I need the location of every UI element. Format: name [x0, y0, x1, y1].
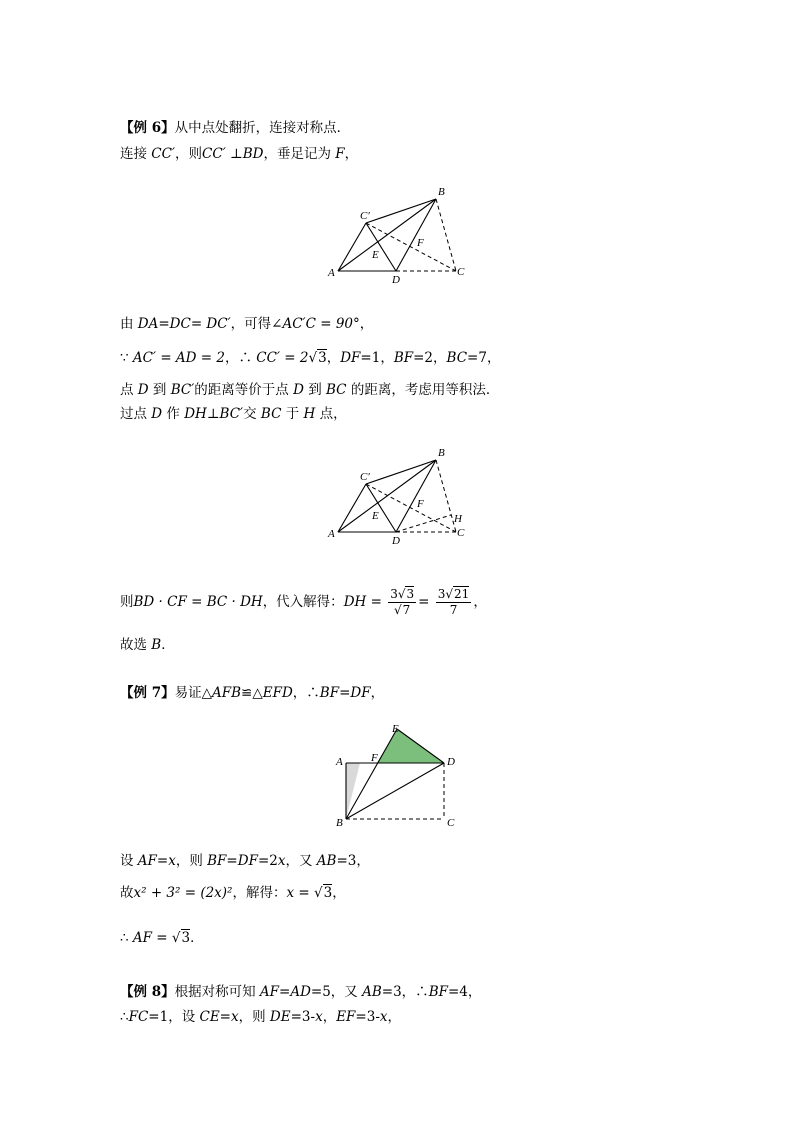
math: D: [137, 382, 149, 398]
text: 连接: [120, 146, 152, 162]
segment-C1B: [366, 460, 436, 484]
label-A: A: [328, 528, 335, 540]
label-C1: C′: [360, 471, 370, 483]
sqrt-radicand: 3: [181, 930, 191, 946]
text: ⊥: [206, 406, 220, 422]
ex7-heading: 【例 7】: [120, 685, 175, 701]
math: BC: [446, 350, 468, 366]
text: 作: [162, 406, 185, 422]
text: ．: [190, 930, 204, 946]
sqrt-symbol: √: [397, 587, 406, 601]
segment-AB: [338, 460, 436, 532]
math: DA=DC= DC′: [137, 316, 231, 332]
text: ，: [370, 685, 385, 701]
label-C: C: [457, 266, 465, 278]
text: 的距离，考虑用等积法．: [346, 382, 500, 398]
text: 到: [148, 382, 171, 398]
text: ，: [473, 594, 487, 610]
math: F: [335, 146, 345, 162]
label-H: H: [454, 513, 462, 525]
math: BC: [260, 406, 282, 422]
ex8-heading: 【例 8】: [120, 984, 175, 1000]
text: 3: [437, 587, 446, 601]
text: ，则: [238, 1009, 270, 1025]
text: ，可得: [230, 316, 272, 332]
ex8-line-1: [120, 983, 481, 1001]
ex7-line-4: [120, 929, 204, 947]
ex7-line-2: [120, 852, 370, 870]
ex6-figure-1: [320, 182, 480, 287]
segment-AC1: [338, 484, 366, 532]
ex6-heading: 【例 6】: [120, 120, 175, 136]
math: B: [151, 637, 162, 653]
equals: =: [418, 594, 430, 610]
segment-DB: [396, 199, 436, 271]
label-C1: C′: [360, 210, 370, 222]
label-E: E: [392, 723, 399, 735]
sqrt-symbol: √: [171, 930, 181, 946]
math: BC: [326, 382, 347, 398]
sqrt-radicand: 3: [323, 885, 333, 901]
math: BD · CF = BC · DH: [133, 594, 263, 610]
math: AF =: [132, 930, 172, 946]
text: =4，: [447, 984, 482, 1000]
text: ，则: [175, 853, 208, 869]
math: AF=AD: [259, 984, 311, 1000]
text: ，又: [285, 853, 317, 869]
sqrt-symbol: √: [445, 587, 454, 601]
text: =3，∴: [381, 984, 429, 1000]
text: ，: [344, 146, 359, 162]
math: D: [293, 382, 304, 398]
math: AFB: [211, 685, 242, 701]
ex6-line-2: [120, 145, 358, 163]
text: 由: [120, 316, 138, 332]
ex7-figure: [330, 720, 465, 832]
math: AB: [316, 853, 337, 869]
text: ，: [332, 885, 346, 901]
math: D: [151, 406, 163, 422]
sqrt-radicand: 3: [318, 350, 327, 366]
segment-C1C-dashed: [366, 223, 456, 271]
fraction-1: [388, 587, 416, 618]
label-D: D: [392, 274, 400, 286]
text: ，: [359, 316, 374, 332]
text: ∴: [120, 930, 133, 946]
ex6-line-3: [120, 315, 373, 333]
segment-BD: [346, 763, 444, 819]
label-D: D: [447, 756, 455, 768]
ex6-intro-text: 从中点处翻折，连接对称点．: [174, 120, 351, 136]
math: EFD: [262, 685, 293, 701]
segment-C1B: [366, 199, 436, 223]
text: 7: [449, 603, 458, 617]
segment-C1C-dashed: [366, 484, 456, 532]
text: ，: [322, 1009, 337, 1025]
math: BF=DF: [207, 853, 258, 869]
text: ，解得：: [232, 885, 287, 901]
math: x =: [286, 885, 314, 901]
text: 的距离等价于点: [194, 382, 294, 398]
text: ，则: [175, 146, 203, 162]
math: x: [277, 853, 286, 869]
text: 到: [303, 382, 327, 398]
segment-BC-dashed: [436, 460, 456, 532]
text: =3-: [290, 1009, 316, 1025]
ex6-line-6: [120, 405, 347, 423]
text: 过点: [120, 406, 152, 422]
text: 点，: [315, 406, 347, 422]
text: 故选: [120, 637, 152, 653]
math: AB: [362, 984, 382, 1000]
text: =3，: [336, 853, 370, 869]
math: CC′ ⊥BD: [202, 146, 264, 162]
math: BC′: [219, 406, 244, 422]
ex7-line-1: [120, 684, 384, 702]
math: CC′: [151, 146, 176, 162]
sqrt-symbol: √: [394, 603, 402, 617]
ex6-line-7: [120, 585, 487, 619]
math: x² + 3² = (2x)²: [133, 885, 233, 901]
math: DE: [269, 1009, 291, 1025]
math: EF: [336, 1009, 356, 1025]
math: BF: [428, 984, 448, 1000]
text: =1，: [360, 350, 394, 366]
text: =3-: [355, 1009, 380, 1025]
text: ，: [326, 350, 341, 366]
text: =1，设: [148, 1009, 200, 1025]
text: 点: [120, 382, 138, 398]
text: ，∴: [225, 350, 257, 366]
text: =2: [257, 853, 278, 869]
text: ，∴: [292, 685, 320, 701]
text: ，代入解得：: [262, 594, 344, 610]
ex8-line-2: [120, 1008, 401, 1026]
math: BC′: [170, 382, 195, 398]
math: CC′ = 2: [256, 350, 309, 366]
text: ∵: [120, 350, 133, 366]
math: ∠AC′C = 90°: [271, 316, 360, 332]
text: 设: [120, 853, 138, 869]
ex6-figure-2: [320, 443, 480, 548]
math: x: [315, 1009, 323, 1025]
text: 则: [120, 594, 134, 610]
label-E: E: [372, 510, 379, 522]
sqrt-symbol: √: [313, 885, 323, 901]
text: ．: [161, 637, 175, 653]
sqrt-symbol: √: [308, 350, 318, 366]
sqrt-radicand: 7: [402, 603, 411, 617]
segment-BC-dashed: [436, 199, 456, 271]
label-B: B: [438, 186, 445, 198]
text: 于: [281, 406, 304, 422]
math: AC′ = AD = 2: [132, 350, 225, 366]
text: 故: [120, 885, 134, 901]
label-B: B: [438, 447, 445, 459]
math: DH =: [343, 594, 382, 610]
ex6-line-8: [120, 636, 175, 654]
shaded-triangle-AFB: [346, 763, 360, 819]
label-E: E: [372, 249, 379, 261]
text: =2，: [413, 350, 447, 366]
math: x: [379, 1009, 388, 1025]
text: 3: [390, 587, 398, 601]
text: ≌△: [241, 685, 263, 701]
ex6-line-1: [120, 119, 350, 137]
label-A: A: [336, 756, 343, 768]
fraction-2: [436, 587, 472, 618]
sqrt-radicand: 21: [454, 587, 470, 601]
label-B: B: [336, 817, 343, 829]
math: AF=x: [137, 853, 176, 869]
ex6-line-5: [120, 381, 499, 399]
math: DF: [340, 350, 361, 366]
math: H: [303, 406, 316, 422]
text: ，垂足记为: [263, 146, 336, 162]
label-A: A: [328, 267, 335, 279]
text: =7，: [467, 350, 501, 366]
math: FC: [128, 1009, 149, 1025]
math: DH: [184, 406, 207, 422]
label-C: C: [457, 527, 465, 539]
text: ，: [387, 1009, 402, 1025]
label-F: F: [417, 498, 424, 510]
math: CE=x: [199, 1009, 239, 1025]
segment-AC1: [338, 223, 366, 271]
label-F: F: [417, 237, 424, 249]
ex7-line-3: [120, 884, 346, 902]
label-F: F: [371, 752, 378, 764]
math: BF: [393, 350, 414, 366]
sqrt-radicand: 3: [406, 587, 415, 601]
segment-AB: [338, 199, 436, 271]
text: =5，又: [310, 984, 363, 1000]
text: 根据对称可知: [174, 984, 260, 1000]
text: 交: [243, 406, 261, 422]
ex6-line-4: [120, 349, 500, 367]
label-D: D: [392, 535, 400, 547]
label-C: C: [447, 817, 455, 829]
text: ∴: [120, 1009, 129, 1025]
math: BF=DF: [319, 685, 371, 701]
text: 易证△: [174, 685, 212, 701]
